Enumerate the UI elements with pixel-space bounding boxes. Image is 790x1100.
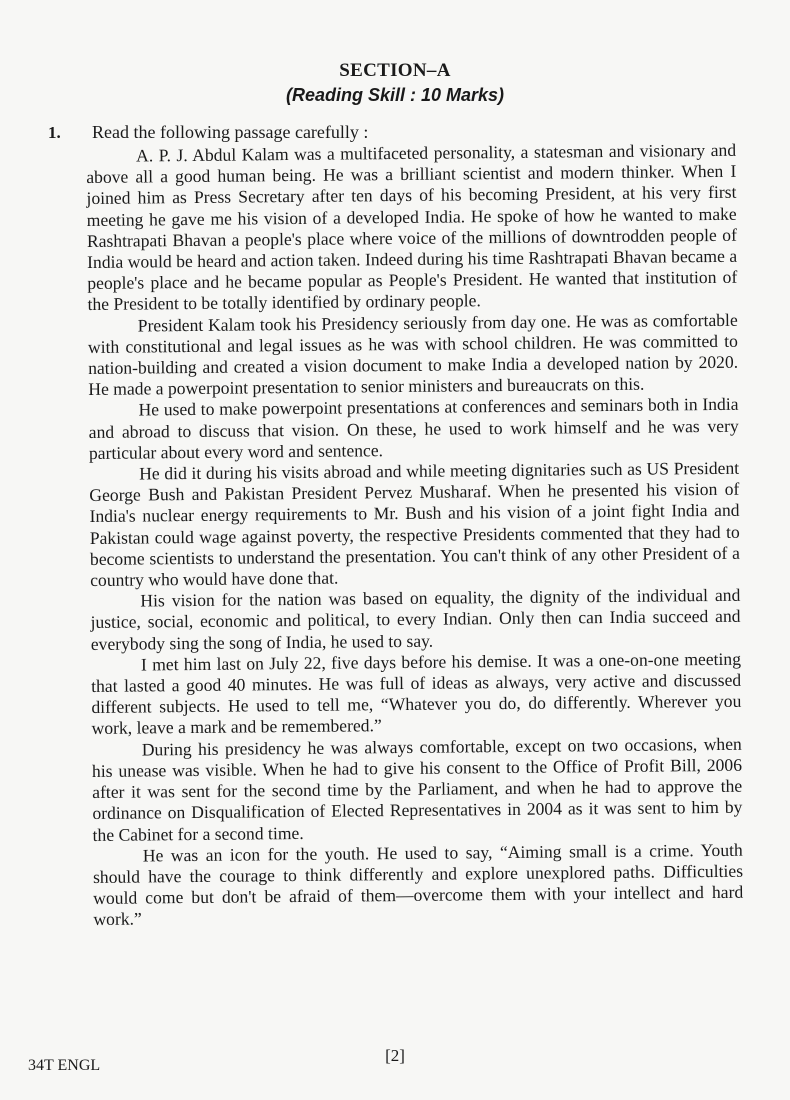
- passage-paragraph: He was an icon for the youth. He used to say, “Aiming small is a crime. Youth should have the courage to think differently and explore unexplored paths. Difficulties would come but don't be afraid of them—overcome them with your intellect and hard work.”: [92, 839, 744, 930]
- passage-paragraph: He did it during his visits abroad and while meeting dignitaries such as US President George Bush and Pakistan President Pervez Musharaf. When he presented his vision of India's nuclear energy requirements to Mr. Bush and his vision of a joint fight India and Pakistan could wage against poverty, the respective Presidents commented that they had to become scientists to understand the presentation. You can't think of any other President of a country who would have done that.: [89, 457, 741, 591]
- passage-paragraph: He used to make powerpoint presentations at conferences and seminars both in India and abroad to discuss that vision. On these, he used to work himself and he was very particular about every word and sentence.: [88, 394, 739, 463]
- section-subtitle: (Reading Skill : 10 Marks): [285, 85, 505, 105]
- passage-paragraph: President Kalam took his Presidency seriously from day one. He was as comfortable with constitutional and legal issues as he was with school children. He was committed to nation-building and created a vision document to make India a developed nation by 2020. He made a powerpoint presentation to senior ministers and bureaucrats on this.: [87, 309, 739, 400]
- section-heading: SECTION–A: [339, 60, 451, 81]
- passage-paragraph: During his presidency he was always comfortable, except on two occasions, when his unease was visible. When he had to give his consent to the Office of Profit Bill, 2006 after it was sent for the second time by the Parliament, and when he had to approve the ordinance on Disqualification of Elected Representatives in 2004 as it was sent to him by the Cabinet for a second time.: [91, 733, 743, 845]
- reading-passage: [86, 140, 744, 931]
- question-number: 1.: [48, 123, 61, 142]
- passage-paragraph: His vision for the nation was based on equality, the dignity of the individual and justice, social, economic and political, to every Indian. Only then can India succeed and everybody sing the song of India, he used to say.: [90, 585, 741, 654]
- passage-paragraph: A. P. J. Abdul Kalam was a multifaceted personality, a statesman and visionary and above all a good human being. He was a brilliant scientist and modern thinker. When I joined him as Press Secretary after ten days of his becoming President, at his very first meeting he gave me his vision of a developed India. He spoke of how he wanted to make Rashtrapati Bhavan a people's place where voice of the millions of downtrodden people of India would be heard and action taken. Indeed during his time Rashtrapati Bhavan became a people's place and he became popular as People's President. He wanted that institution of the President to be totally identified by ordinary people.: [86, 139, 738, 315]
- paper-code: 34T ENGL: [28, 1057, 101, 1074]
- question-instruction: Read the following passage carefully :: [92, 122, 369, 142]
- passage-paragraph: I met him last on July 22, five days before his demise. It was a one-on-one meeting that lasted a good 40 minutes. He was full of ideas as always, very active and discussed different subjects. He used to tell me, “Whatever you do, do differently. Wherever you work, leave a mark and be remembered.”: [91, 648, 742, 739]
- page-number: [2]: [385, 1046, 405, 1065]
